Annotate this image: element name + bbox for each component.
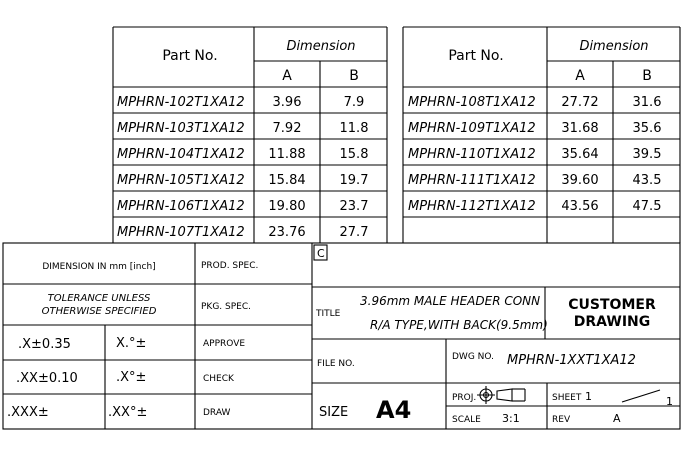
left-row-part: MPHRN-105T1XA12 [117, 173, 245, 188]
left-row-b: 7.9 [343, 95, 365, 110]
scale-label: SCALE [452, 415, 481, 425]
left-row-a: 15.84 [268, 173, 306, 188]
left-dimension-header: Dimension [286, 39, 356, 54]
dwg-no-label: DWG NO. [452, 352, 494, 362]
right-row-b: 43.5 [632, 173, 662, 188]
file-no-label: FILE NO. [317, 359, 355, 369]
rev-label: REV [552, 415, 571, 425]
draw-label: DRAW [203, 408, 231, 418]
tolerance-note-line1: TOLERANCE UNLESS [47, 293, 151, 304]
left-row-b: 27.7 [339, 225, 369, 240]
right-row-b: 31.6 [632, 95, 662, 110]
revision-box-letter: C [317, 247, 325, 260]
tol-x-linear: .X±0.35 [18, 337, 71, 352]
dimension-unit-note: DIMENSION IN mm [inch] [42, 262, 156, 272]
title-block [3, 243, 680, 429]
left-row-b: 15.8 [339, 147, 369, 162]
left-row-b: 23.7 [339, 199, 369, 214]
title-label: TITLE [316, 309, 341, 319]
dwg-no-value: MPHRN-1XXT1XA12 [507, 353, 636, 368]
right-row-a: 27.72 [561, 95, 599, 110]
tol-xxx-linear: .XXX± [7, 405, 49, 420]
right-row-part: MPHRN-109T1XA12 [408, 121, 536, 136]
tol-xx-linear: .XX±0.10 [16, 371, 78, 386]
tol-x-angular: X.°± [116, 336, 147, 351]
tol-xxx-angular: .XX°± [108, 405, 148, 420]
left-row-b: 19.7 [339, 173, 369, 188]
third-angle-projection-icon [477, 386, 525, 404]
left-row-part: MPHRN-106T1XA12 [117, 199, 245, 214]
right-row-a: 31.68 [561, 121, 599, 136]
tol-xx-angular: .X°± [116, 370, 147, 385]
check-label: CHECK [203, 374, 234, 384]
sheet-total: 1 [666, 395, 673, 408]
left-row-a: 7.92 [272, 121, 302, 136]
left-row-a: 3.96 [272, 95, 302, 110]
pkg-spec-label: PKG. SPEC. [201, 302, 251, 312]
left-col-b-header: B [349, 68, 359, 84]
sheet-value: 1 [585, 390, 592, 403]
right-dimension-header: Dimension [579, 39, 649, 54]
right-row-part: MPHRN-110T1XA12 [408, 147, 536, 162]
right-row-part: MPHRN-112T1XA12 [408, 199, 536, 214]
left-part-no-header: Part No. [162, 48, 218, 64]
customer-drawing-line2: DRAWING [573, 314, 651, 330]
right-part-table [403, 27, 680, 243]
tolerance-note-line2: OTHERWISE SPECIFIED [41, 306, 157, 317]
title-line2: R/A TYPE,WITH BACK(9.5mm) [370, 318, 548, 332]
size-value: A4 [376, 396, 412, 424]
left-row-part: MPHRN-104T1XA12 [117, 147, 245, 162]
left-row-a: 11.88 [268, 147, 306, 162]
title-line1: 3.96mm MALE HEADER CONN [360, 294, 541, 308]
right-row-a: 35.64 [561, 147, 599, 162]
left-part-table [113, 27, 387, 243]
customer-drawing-line1: CUSTOMER [568, 297, 656, 313]
projection-label: PROJ. [452, 393, 477, 403]
left-row-b: 11.8 [339, 121, 369, 136]
size-label: SIZE [319, 405, 349, 420]
left-row-part: MPHRN-103T1XA12 [117, 121, 245, 136]
left-row-a: 19.80 [268, 199, 306, 214]
right-row-a: 39.60 [561, 173, 599, 188]
scale-value: 3:1 [502, 412, 520, 425]
left-col-a-header: A [282, 68, 292, 84]
left-row-a: 23.76 [268, 225, 306, 240]
left-row-part: MPHRN-102T1XA12 [117, 95, 245, 110]
left-row-part: MPHRN-107T1XA12 [117, 225, 245, 240]
right-part-no-header: Part No. [448, 48, 504, 64]
right-row-b: 47.5 [632, 199, 662, 214]
approve-label: APPROVE [203, 339, 246, 349]
right-row-b: 35.6 [632, 121, 662, 136]
right-col-b-header: B [642, 68, 652, 84]
right-row-a: 43.56 [561, 199, 599, 214]
right-col-a-header: A [575, 68, 585, 84]
right-row-part: MPHRN-108T1XA12 [408, 95, 536, 110]
right-row-b: 39.5 [632, 147, 662, 162]
sheet-label: SHEET [552, 393, 582, 403]
right-row-part: MPHRN-111T1XA12 [408, 173, 536, 188]
sheet-divider-slash [622, 390, 660, 402]
prod-spec-label: PROD. SPEC. [201, 261, 259, 271]
rev-value: A [613, 412, 621, 425]
